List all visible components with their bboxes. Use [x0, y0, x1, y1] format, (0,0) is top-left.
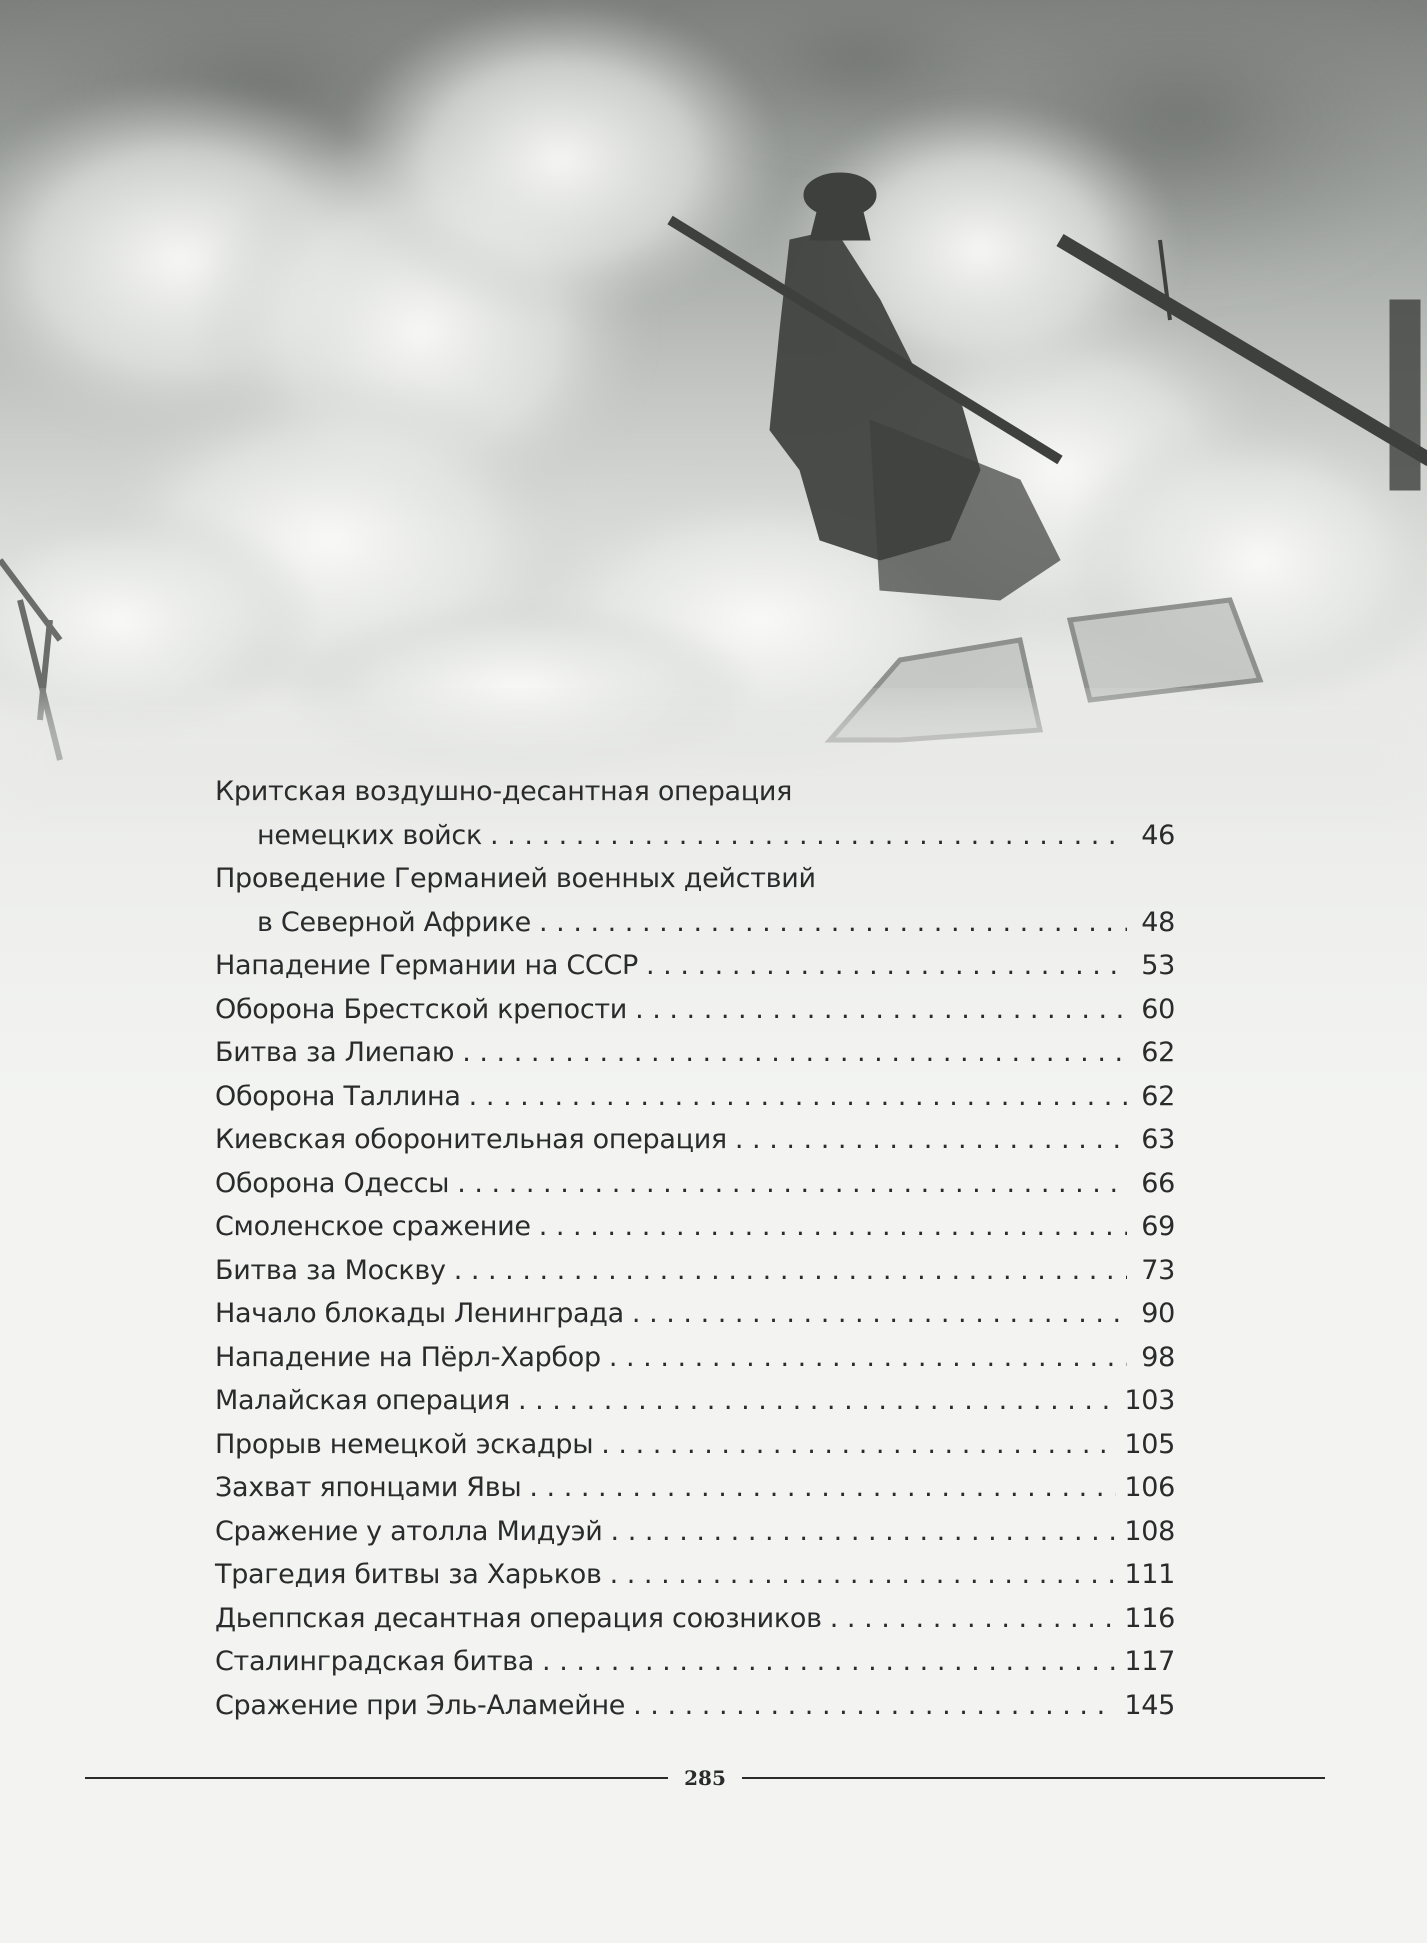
dot-leader: [646, 944, 1127, 988]
dot-leader: [609, 1336, 1127, 1380]
toc-entry-title: Критская воздушно-десантная операция: [215, 776, 793, 807]
dot-leader: [830, 1597, 1117, 1641]
toc-entry[interactable]: [215, 1031, 1175, 1075]
toc-entry-title: Нападение Германии на СССР: [215, 950, 639, 981]
toc-entry[interactable]: [215, 1466, 1175, 1510]
toc-entry-line: [215, 944, 1175, 988]
toc-entry-line: [215, 1510, 1175, 1554]
toc-page-number: 106: [1124, 1472, 1175, 1503]
toc-entry-title: Прорыв немецкой эскадры: [215, 1428, 594, 1460]
toc-entry-title: Дьеппская десантная операция союзников: [215, 1602, 822, 1634]
toc-entry-line: [215, 1640, 1175, 1684]
toc-entry-line: [215, 1292, 1175, 1336]
toc-entry[interactable]: [215, 1597, 1175, 1641]
toc-entry-line: [215, 1075, 1175, 1119]
toc-entry-title: Битва за Москву: [215, 1254, 446, 1286]
toc-entry-line: [215, 770, 1175, 814]
toc-entry[interactable]: [215, 1423, 1175, 1467]
toc-entry-line: [215, 1684, 1175, 1728]
toc-entry[interactable]: [215, 857, 1175, 944]
toc-page-number: 111: [1124, 1559, 1175, 1590]
toc-entry-title: в Северной Африке: [257, 906, 531, 938]
toc-entry-title: Битва за Лиепаю: [215, 1037, 455, 1068]
toc-entry[interactable]: [215, 988, 1175, 1032]
dot-leader: [490, 814, 1127, 858]
toc-page-number: 46: [1141, 819, 1175, 851]
toc-entry[interactable]: [215, 1553, 1175, 1597]
toc-entry-title: Трагедия битвы за Харьков: [215, 1559, 602, 1590]
dot-leader: [457, 1162, 1127, 1206]
toc-entry-line: [215, 1423, 1175, 1467]
toc-entry-title: Нападение на Пёрл-Харбор: [215, 1341, 601, 1373]
toc-entry-title: Оборона Таллина: [215, 1080, 461, 1112]
toc-page-number: 66: [1141, 1167, 1175, 1199]
toc-entry-line: [215, 1379, 1175, 1423]
dot-leader: [601, 1423, 1116, 1467]
toc-page-number: 145: [1124, 1689, 1175, 1721]
toc-entry[interactable]: [215, 1075, 1175, 1119]
dot-leader: [610, 1553, 1117, 1597]
page-number: 285: [684, 1766, 726, 1790]
toc-entry-title: Смоленское сражение: [215, 1211, 531, 1242]
toc-page-number: 98: [1141, 1341, 1175, 1373]
dot-leader: [635, 988, 1127, 1032]
toc-entry-title: Начало блокады Ленинграда: [215, 1298, 624, 1329]
dot-leader: [469, 1075, 1127, 1119]
toc-entry-title: Малайская операция: [215, 1385, 510, 1416]
dot-leader: [542, 1640, 1116, 1684]
toc-entry[interactable]: [215, 944, 1175, 988]
toc-page-number: 90: [1141, 1298, 1175, 1329]
toc-page-number: 63: [1141, 1124, 1175, 1155]
dot-leader: [462, 1031, 1127, 1075]
toc-entry-line: [215, 1597, 1175, 1641]
toc-entry[interactable]: [215, 770, 1175, 857]
dot-leader: [518, 1379, 1116, 1423]
toc-entry[interactable]: [215, 1249, 1175, 1293]
toc-page-number: 116: [1124, 1602, 1175, 1634]
toc-page-number: 108: [1124, 1515, 1175, 1547]
toc-page-number: 60: [1141, 993, 1175, 1025]
toc-entry[interactable]: [215, 1640, 1175, 1684]
toc-entry-title: немецких войск: [257, 819, 482, 851]
toc-entry-line: [215, 988, 1175, 1032]
toc-entry[interactable]: [215, 1292, 1175, 1336]
toc-entry-line: [215, 1162, 1175, 1206]
dot-leader: [611, 1510, 1117, 1554]
toc-entry[interactable]: [215, 1510, 1175, 1554]
toc-entry-title: Сражение при Эль-Аламейне: [215, 1689, 626, 1721]
toc-entry-line: [215, 814, 1175, 858]
dot-leader: [735, 1118, 1127, 1162]
toc-entry-line: [215, 1466, 1175, 1510]
toc-entry[interactable]: [215, 1205, 1175, 1249]
toc-entry-title: Сражение у атолла Мидуэй: [215, 1515, 603, 1547]
toc-entry-title: Оборона Одессы: [215, 1167, 450, 1199]
toc-entry-line: [215, 1205, 1175, 1249]
page-footer: [85, 1763, 1325, 1793]
toc-entry[interactable]: [215, 1162, 1175, 1206]
toc-page-number: 105: [1124, 1428, 1175, 1460]
toc-page-number: 48: [1141, 906, 1175, 938]
toc-entry-line: [215, 1336, 1175, 1380]
table-of-contents: [215, 770, 1175, 1727]
toc-entry-title: Оборона Брестской крепости: [215, 993, 628, 1025]
dot-leader: [529, 1466, 1116, 1510]
toc-page-number: 73: [1141, 1254, 1175, 1286]
toc-entry-title: Проведение Германией военных действий: [215, 863, 816, 894]
toc-entry-title: Сталинградская битва: [215, 1646, 535, 1677]
toc-entry[interactable]: [215, 1336, 1175, 1380]
dot-leader: [633, 1684, 1116, 1728]
toc-entry-title: Захват японцами Явы: [215, 1472, 522, 1503]
dot-leader: [632, 1292, 1127, 1336]
toc-entry-title: Киевская оборонительная операция: [215, 1124, 727, 1155]
dot-leader: [539, 901, 1127, 945]
toc-page-number: 62: [1141, 1080, 1175, 1112]
toc-entry-line: [215, 1553, 1175, 1597]
toc-entry[interactable]: [215, 1379, 1175, 1423]
toc-page-number: 53: [1141, 950, 1175, 981]
toc-entry[interactable]: [215, 1684, 1175, 1728]
toc-page-number: 62: [1141, 1037, 1175, 1068]
toc-entry-line: [215, 857, 1175, 901]
toc-entry-line: [215, 1118, 1175, 1162]
toc-entry[interactable]: [215, 1118, 1175, 1162]
toc-entry-line: [215, 1249, 1175, 1293]
toc-page-number: 103: [1124, 1385, 1175, 1416]
toc-entry-line: [215, 901, 1175, 945]
toc-page-number: 117: [1124, 1646, 1175, 1677]
dot-leader: [454, 1249, 1127, 1293]
footer-rule-right: [742, 1777, 1325, 1779]
dot-leader: [539, 1205, 1127, 1249]
footer-rule-left: [85, 1777, 668, 1779]
toc-page-number: 69: [1141, 1211, 1175, 1242]
toc-entry-line: [215, 1031, 1175, 1075]
